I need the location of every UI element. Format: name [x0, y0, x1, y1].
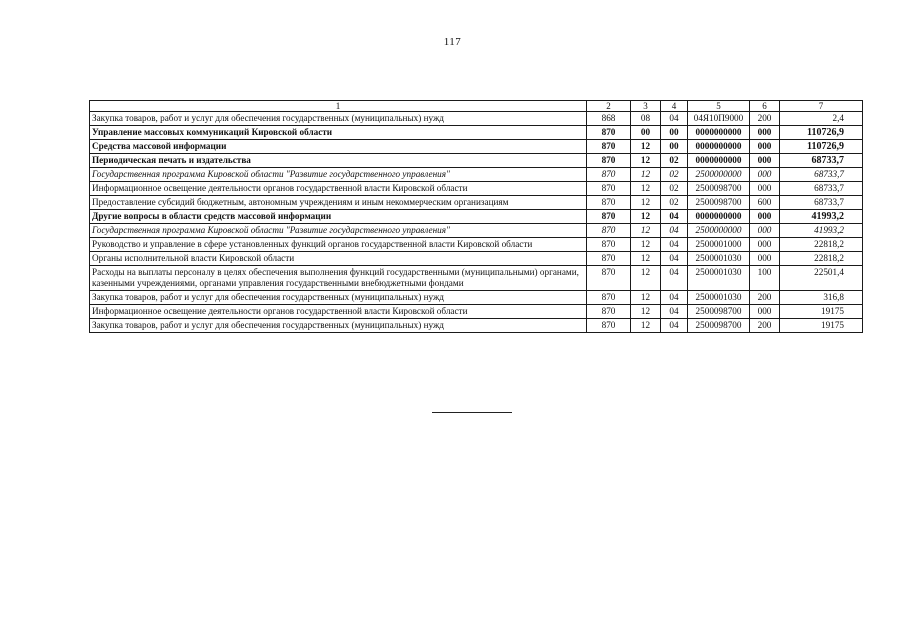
amount-cell: 68733,7: [780, 182, 863, 196]
target-article-cell: 2500001030: [688, 291, 750, 305]
amount-cell: 19175: [780, 319, 863, 333]
expense-name-cell: Предоставление субсидий бюджетным, автономным учреждениям и иным некоммерческим организациям: [90, 196, 587, 210]
expense-name-cell: Закупка товаров, работ и услуг для обеспечения государственных (муниципальных) нужд: [90, 291, 587, 305]
target-article-cell: 2500000000: [688, 224, 750, 238]
expense-type-cell: 000: [750, 224, 780, 238]
ministry-code-cell: 870: [587, 252, 631, 266]
subsection-code-cell: 02: [661, 154, 688, 168]
table-row: [90, 182, 863, 196]
target-article-cell: 0000000000: [688, 140, 750, 154]
expense-name-cell: Государственная программа Кировской области "Развитие государственного управления": [90, 224, 587, 238]
expense-type-cell: 000: [750, 140, 780, 154]
column-number: 2: [587, 101, 631, 112]
section-code-cell: 12: [631, 266, 661, 291]
ministry-code-cell: 870: [587, 154, 631, 168]
subsection-code-cell: 04: [661, 305, 688, 319]
subsection-code-cell: 00: [661, 140, 688, 154]
ministry-code-cell: 870: [587, 319, 631, 333]
target-article-cell: 2500098700: [688, 182, 750, 196]
expense-name-cell: Средства массовой информации: [90, 140, 587, 154]
ministry-code-cell: 870: [587, 224, 631, 238]
amount-cell: 19175: [780, 305, 863, 319]
target-article-cell: 0000000000: [688, 126, 750, 140]
table-row: [90, 305, 863, 319]
ministry-code-cell: 870: [587, 305, 631, 319]
amount-cell: 316,8: [780, 291, 863, 305]
subsection-code-cell: 04: [661, 210, 688, 224]
ministry-code-cell: 870: [587, 291, 631, 305]
amount-cell: 110726,9: [780, 140, 863, 154]
section-code-cell: 12: [631, 210, 661, 224]
expense-name-cell: Информационное освещение деятельности органов государственной власти Кировской области: [90, 182, 587, 196]
table-row: [90, 140, 863, 154]
table-row: [90, 266, 863, 291]
ministry-code-cell: 870: [587, 196, 631, 210]
table-row: [90, 112, 863, 126]
ministry-code-cell: 870: [587, 182, 631, 196]
end-of-table-rule: [432, 412, 512, 413]
section-code-cell: 12: [631, 224, 661, 238]
subsection-code-cell: 04: [661, 252, 688, 266]
table-row: [90, 210, 863, 224]
expense-type-cell: 200: [750, 319, 780, 333]
expense-type-cell: 000: [750, 305, 780, 319]
budget-table: [89, 100, 863, 333]
target-article-cell: 0000000000: [688, 154, 750, 168]
target-article-cell: 2500098700: [688, 319, 750, 333]
subsection-code-cell: 02: [661, 182, 688, 196]
target-article-cell: 04Я10П9000: [688, 112, 750, 126]
column-number: 3: [631, 101, 661, 112]
ministry-code-cell: 868: [587, 112, 631, 126]
column-number: 6: [750, 101, 780, 112]
expense-name-cell: Органы исполнительной власти Кировской области: [90, 252, 587, 266]
expense-type-cell: 000: [750, 238, 780, 252]
target-article-cell: 0000000000: [688, 210, 750, 224]
page-number: 117: [443, 36, 462, 48]
ministry-code-cell: 870: [587, 238, 631, 252]
expense-name-cell: Управление массовых коммуникаций Кировской области: [90, 126, 587, 140]
table-row: [90, 252, 863, 266]
amount-cell: 68733,7: [780, 168, 863, 182]
section-code-cell: 12: [631, 196, 661, 210]
table-row: [90, 224, 863, 238]
column-number-header: [90, 101, 863, 112]
subsection-code-cell: 04: [661, 238, 688, 252]
table-row: [90, 154, 863, 168]
section-code-cell: 12: [631, 305, 661, 319]
table-row: [90, 126, 863, 140]
section-code-cell: 12: [631, 168, 661, 182]
column-number: 1: [90, 101, 587, 112]
expense-type-cell: 200: [750, 291, 780, 305]
ministry-code-cell: 870: [587, 210, 631, 224]
expense-type-cell: 000: [750, 126, 780, 140]
table-row: [90, 196, 863, 210]
target-article-cell: 2500000000: [688, 168, 750, 182]
target-article-cell: 2500001030: [688, 266, 750, 291]
expense-type-cell: 000: [750, 252, 780, 266]
expense-name-cell: Расходы на выплаты персоналу в целях обеспечения выполнения функций государственными (муниципальными) органами, казенными учреждениями, органами управления государственными внебюджетными фондами: [90, 266, 587, 291]
target-article-cell: 2500098700: [688, 305, 750, 319]
expense-name-cell: Руководство и управление в сфере установленных функций органов государственной власти Кировской области: [90, 238, 587, 252]
expense-type-cell: 600: [750, 196, 780, 210]
column-number: 4: [661, 101, 688, 112]
amount-cell: 22818,2: [780, 252, 863, 266]
section-code-cell: 12: [631, 154, 661, 168]
expense-type-cell: 000: [750, 168, 780, 182]
subsection-code-cell: 04: [661, 291, 688, 305]
amount-cell: 68733,7: [780, 154, 863, 168]
ministry-code-cell: 870: [587, 168, 631, 182]
amount-cell: 41993,2: [780, 210, 863, 224]
section-code-cell: 12: [631, 252, 661, 266]
expense-type-cell: 000: [750, 154, 780, 168]
section-code-cell: 12: [631, 291, 661, 305]
ministry-code-cell: 870: [587, 126, 631, 140]
column-number: 7: [780, 101, 863, 112]
expense-name-cell: Закупка товаров, работ и услуг для обеспечения государственных (муниципальных) нужд: [90, 112, 587, 126]
subsection-code-cell: 04: [661, 266, 688, 291]
expense-name-cell: Информационное освещение деятельности органов государственной власти Кировской области: [90, 305, 587, 319]
section-code-cell: 00: [631, 126, 661, 140]
ministry-code-cell: 870: [587, 140, 631, 154]
expense-type-cell: 000: [750, 182, 780, 196]
amount-cell: 22501,4: [780, 266, 863, 291]
subsection-code-cell: 04: [661, 224, 688, 238]
section-code-cell: 08: [631, 112, 661, 126]
amount-cell: 22818,2: [780, 238, 863, 252]
expense-name-cell: Государственная программа Кировской области "Развитие государственного управления": [90, 168, 587, 182]
subsection-code-cell: 02: [661, 196, 688, 210]
subsection-code-cell: 04: [661, 319, 688, 333]
target-article-cell: 2500001000: [688, 238, 750, 252]
table-row: [90, 291, 863, 305]
section-code-cell: 12: [631, 182, 661, 196]
amount-cell: 41993,2: [780, 224, 863, 238]
amount-cell: 68733,7: [780, 196, 863, 210]
table-row: [90, 168, 863, 182]
table-row: [90, 319, 863, 333]
section-code-cell: 12: [631, 238, 661, 252]
subsection-code-cell: 04: [661, 112, 688, 126]
amount-cell: 110726,9: [780, 126, 863, 140]
expense-type-cell: 100: [750, 266, 780, 291]
table-row: [90, 238, 863, 252]
column-number: 5: [688, 101, 750, 112]
subsection-code-cell: 00: [661, 126, 688, 140]
expense-name-cell: Периодическая печать и издательства: [90, 154, 587, 168]
ministry-code-cell: 870: [587, 266, 631, 291]
expense-type-cell: 000: [750, 210, 780, 224]
section-code-cell: 12: [631, 319, 661, 333]
table-body: [90, 112, 863, 333]
amount-cell: 2,4: [780, 112, 863, 126]
expense-type-cell: 200: [750, 112, 780, 126]
target-article-cell: 2500098700: [688, 196, 750, 210]
section-code-cell: 12: [631, 140, 661, 154]
expense-name-cell: Закупка товаров, работ и услуг для обеспечения государственных (муниципальных) нужд: [90, 319, 587, 333]
target-article-cell: 2500001030: [688, 252, 750, 266]
expense-name-cell: Другие вопросы в области средств массовой информации: [90, 210, 587, 224]
subsection-code-cell: 02: [661, 168, 688, 182]
